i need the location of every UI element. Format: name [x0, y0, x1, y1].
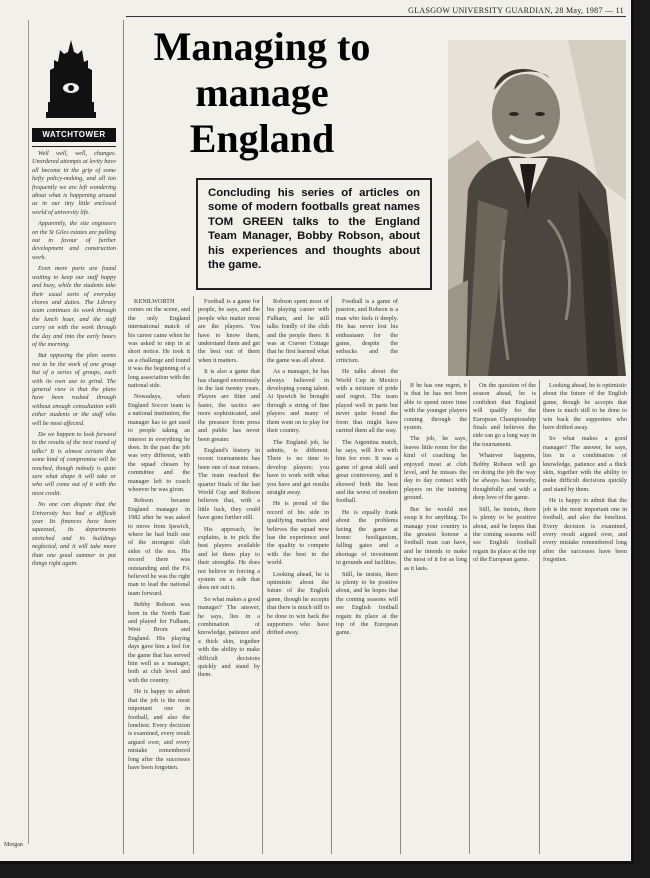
column-rule: [193, 296, 194, 854]
title-line: manage: [195, 70, 329, 115]
watchtower-paragraph: Apparently, the site engineers on the St Giles estates are pulling out in favour of further development and construction work.: [32, 220, 116, 261]
watchtower-paragraph: No one can dispute that the University has had a difficult year. Its finances have been squeezed, its departments stretched and its buildings neglected, and it will take more than one good summer to put things right again.: [32, 501, 116, 568]
watchtower-paragraph: Well well, well, changes. Unordered attempts at levity have all become in the grip of some hefty policy-making, and all too frequently we are left wondering about what is happening around us in our tiny little enclosed world of university life.: [32, 150, 116, 216]
article-standfirst: Concluding his series of articles on some of modern footballs great names TOM GREEN talks to the England Team Manager, Bobby Robson, about his experiences and thoughts about the game.: [196, 178, 432, 290]
article-paragraph: Football is a game of passion, and Robson is a man who feels it deeply. He has never lost his enthusiasm for the game, despite the setbacks and the criticism.: [336, 298, 398, 364]
article-column-1: [128, 298, 190, 850]
article-title: [132, 24, 392, 162]
article-paragraph: Nowadays, when England Soccer team is a national institution, the manager has to get used to people taking an interest in everything he does. In the past the job was very different, with the squad chosen by committee and the manager left to coach whoever he was given.: [128, 393, 190, 493]
watchtower-paragraph: Even more parts are found waiting to keep our staff happy and busy, while the students take their usual sorts of everyday chores and duties. The Library team continues its work through the lunch hour, and the staff carry on with the work through the day and into the early hours of the morning.: [32, 265, 116, 348]
article-paragraph: If he has one regret, it is that he has not been able to spend more time with the younger players coming through the system.: [404, 382, 467, 432]
article-paragraph: He talks about the World Cup in Mexico with a mixture of pride and regret. The team played well in parts but never quite found the form that might have carried them all the way.: [336, 368, 398, 435]
page-header: GLASGOW UNIVERSITY GUARDIAN, 28 May, 1987 — 11: [408, 6, 624, 15]
article-column-2: [198, 298, 260, 850]
watchtower-paragraph: Do we happen to look forward to the results of the next round of talks? It is almost certain that some kind of compromise will be reached, though nobody is quite sure what shape it will take or who will come out of it with the most credit.: [32, 431, 116, 497]
article-column-7: [543, 382, 627, 850]
column-rule: [262, 296, 263, 854]
article-paragraph: So what makes a good manager? The answer, he says, lies in a combination of knowledge, patience and a thick skin, together with the ability to make difficult decisions quickly and stand by them.: [543, 435, 627, 493]
bobby-robson-photo: [448, 40, 626, 376]
article-paragraph: He is proud of the record of his side in qualifying matches and believes the squad now has the experience and the quality to compete with the best in the world.: [267, 500, 329, 567]
article-paragraph: His approach, he explains, is to pick the best players available and let them play to their strengths. He does not believe in forcing a system on a side that does not suit it.: [198, 525, 260, 592]
column-rule: [331, 296, 332, 854]
article-paragraph: He is happy to admit that the job is the most important one in football, and also the loneliest. Every decision is examined, every result argued over, and every mistake remembered long after the successes have been forgotten.: [128, 688, 190, 771]
article-column-5: [404, 382, 467, 850]
article-paragraph: But he would not swap it for anything. To manage your country is the greatest honour a football man can have, and he intends to make the most of it for as long as it lasts.: [404, 505, 467, 572]
article-paragraph: KENILWORTH comes on the scene, and the only England international match of his career came when he was asked to step in at short notice. He took it as a challenge and found it was the beginning of a long association with the national side.: [128, 298, 190, 390]
article-column-4: [336, 298, 398, 850]
watchtower-rule: [32, 146, 116, 147]
article-paragraph: Robson spent most of his playing career with Fulham, and he still talks fondly of the club and the people there. It was at Craven Cottage that he first learned what the game was all about.: [267, 298, 329, 364]
article-paragraph: Still, he insists, there is plenty to be positive about, and he hopes that the coming seasons will see English football regain its place at the top of the European game.: [473, 505, 536, 564]
article-paragraph: He is happy to admit that the job is the most important one in football, and also the loneliest. Every decision is examined, every result argued over, and every mistake remembered long after the successes have been forgotten.: [543, 497, 627, 564]
watchtower-paragraph: But opposing the plan seems not to be the work of one group but of a series of groups, each with its own axe to grind. The general view is that the plans have been rushed through without enough consultation with either students or the staff who will be most affected.: [32, 352, 116, 427]
column-rule: [469, 380, 470, 854]
article-paragraph: The England job, he admits, is different. There is no time to develop players; you have to work with what you have and get results straight away.: [267, 438, 329, 496]
article-paragraph: Bobby Robson was born in the North East and played for Fulham, West Brom and England. His playing days gave him a feel for the game that has served him well as a manager, both at club level and with the country.: [128, 601, 190, 684]
article-paragraph: Whatever happens, Bobby Robson will go on doing the job the way he always has: honestly, thoughtfully and with a deep love of the game.: [473, 452, 536, 502]
article-paragraph: Football is a game for people, he says, and the people who matter most are the players. You have to know them, understand them and get the best out of them when it matters.: [198, 298, 260, 364]
article-paragraph: The Argentina match, he says, will live with him for ever. It was a game of great skill and great controversy, and it showed both the best and the worst of modern football.: [336, 438, 398, 505]
article-paragraph: England's history in recent tournaments has been one of near misses. The team reached the quarter finals of the last World Cup and Robson believes that, with a little luck, they could have gone further still.: [198, 446, 260, 522]
article-paragraph: The job, he says, leaves little room for the kind of coaching he enjoyed most at club level, and he misses the day to day contact with players on the training ground.: [404, 435, 467, 502]
article-paragraph: Looking ahead, he is optimistic about the future of the English game, though he accepts that there is much still to be done to win back the supporters who have drifted away.: [543, 382, 627, 432]
article-paragraph: As a manager, he has always believed in developing young talent. At Ipswich he brought through a string of fine players and many of them went on to play for their country.: [267, 368, 329, 435]
article-paragraph: Still, he insists, there is plenty to be positive about, and he hopes that the coming seasons will see English football regain its place at the top of the European game.: [336, 570, 398, 637]
title-line: Managing to: [153, 24, 371, 69]
column-rule: [123, 20, 124, 854]
watchtower-label: WATCHTOWER: [32, 128, 116, 142]
article-paragraph: Robson became England manager in 1982 after he was asked to move from Ipswich, where he had built one of the strongest club sides of the era. His record there was outstanding and the FA believed he was the right man to lead the national team forward.: [128, 497, 190, 597]
column-rule: [539, 380, 540, 854]
left-caption: Morgan: [4, 842, 23, 848]
article-column-3: [267, 298, 329, 850]
article-paragraph: It is also a game that has changed enormously in the last twenty years. Players are fitter and faster, the tactics are more sophisticated, and the pressure from press and public has never been greater.: [198, 368, 260, 443]
header-rule: [126, 16, 626, 17]
title-line: England: [189, 116, 335, 161]
column-rule: [400, 380, 401, 854]
watchtower-column: [32, 150, 116, 850]
left-edge-strip: [0, 20, 29, 844]
article-column-6: [473, 382, 536, 850]
article-paragraph: On the question of the season ahead, he is confident that England will qualify for the European Championship finals and believes the side can go a long way in the tournament.: [473, 382, 536, 448]
article-paragraph: He is equally frank about the problems facing the game at home: hooliganism, falling gates and a shortage of investment in grounds and facilities.: [336, 508, 398, 567]
watchtower-logo-icon: [46, 40, 96, 118]
article-paragraph: So what makes a good manager? The answer, he says, lies in a combination of knowledge, patience and a thick skin, together with the ability to make difficult decisions quickly and stand by them.: [198, 595, 260, 679]
article-paragraph: Looking ahead, he is optimistic about the future of the English game, though he accepts that there is much still to be done to win back the supporters who have drifted away.: [267, 570, 329, 637]
